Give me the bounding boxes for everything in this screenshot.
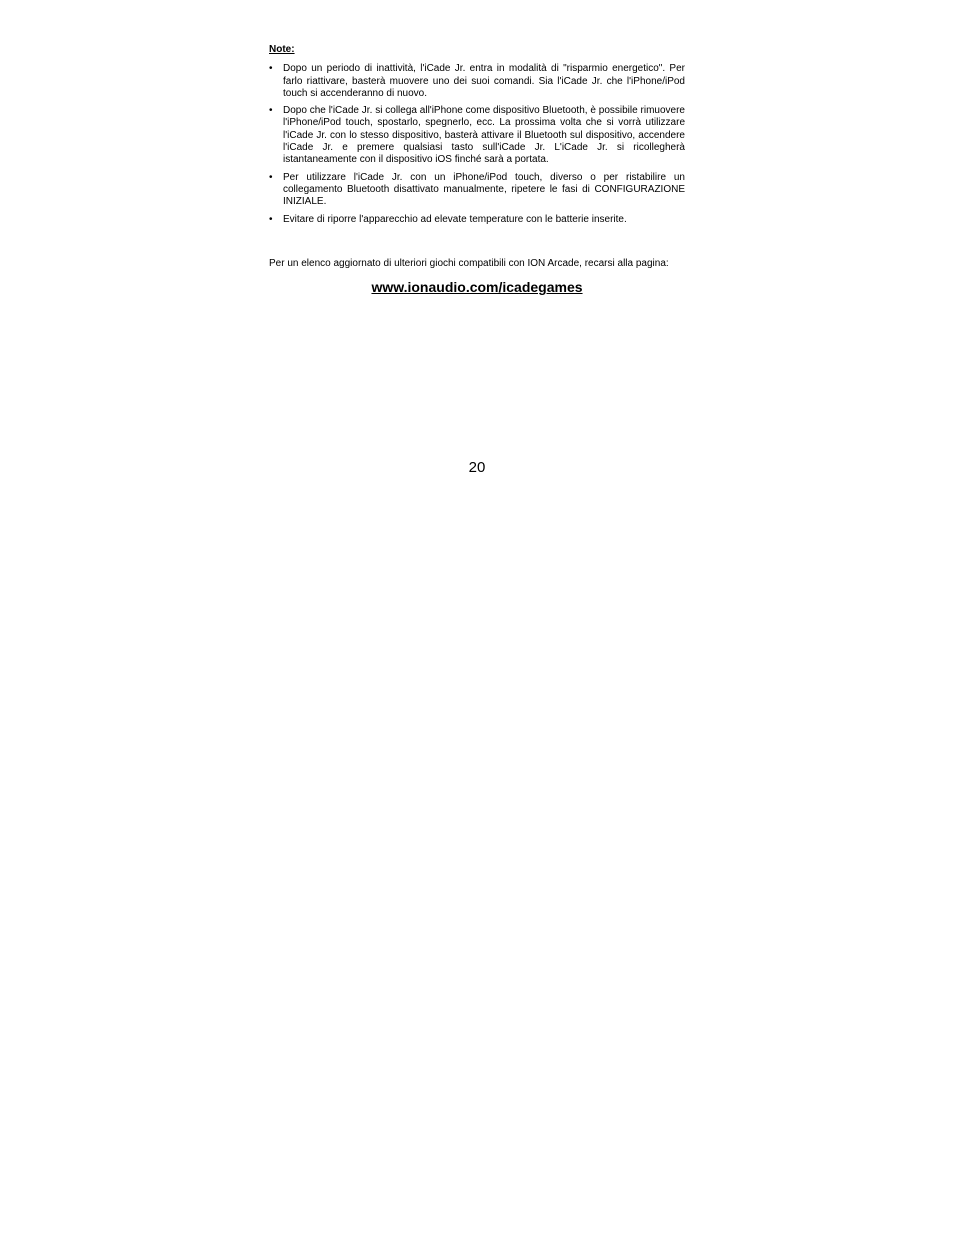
more-games-paragraph: Per un elenco aggiornato di ulteriori giochi compatibili con ION Arcade, recarsi alla pagina: [269,257,669,269]
list-item [269,172,685,209]
games-website-link[interactable]: www.ionaudio.com/icadegames [371,279,583,296]
bullet-icon: • [269,63,273,75]
document-body [269,44,685,295]
list-item [269,214,685,226]
notes-list [269,63,685,226]
note-text: Dopo che l'iCade Jr. si collega all'iPhone come dispositivo Bluetooth, è possibile rimuovere l'iPhone/iPod touch, spostarlo, spegnerlo, ecc. La prossima volta che si vorrà utilizzare l'iCade Jr. con lo stesso dispositivo, basterà attivare il Bluetooth sul dispositivo, accendere l'iCade Jr. e premere qualsiasi tasto sull'iCade Jr. L'iCade Jr. si ricollegherà istantaneamente con il dispositivo iOS finché sarà a portata. [283,105,685,166]
list-item [269,105,685,166]
note-text: Dopo un periodo di inattività, l'iCade Jr. entra in modalità di "risparmio energetico". Per farlo riattivare, basterà muovere uno dei suoi comandi. Sia l'iCade Jr. che l'iPhone/iPod touch si accenderanno di nuovo. [283,63,685,99]
note-heading: Note: [269,44,295,55]
note-text: Evitare di riporre l'apparecchio ad elevate temperature con le batterie inserite. [283,213,627,225]
list-item [269,63,685,100]
note-text: Per utilizzare l'iCade Jr. con un iPhone/iPod touch, diverso o per ristabilire un collegamento Bluetooth disattivato manualmente, ripetere le fasi di CONFIGURAZIONE INIZIALE. [283,171,685,208]
bullet-icon: • [269,105,273,117]
bullet-icon: • [269,171,273,183]
bullet-icon: • [269,213,273,225]
page-number: 20 [468,459,486,476]
